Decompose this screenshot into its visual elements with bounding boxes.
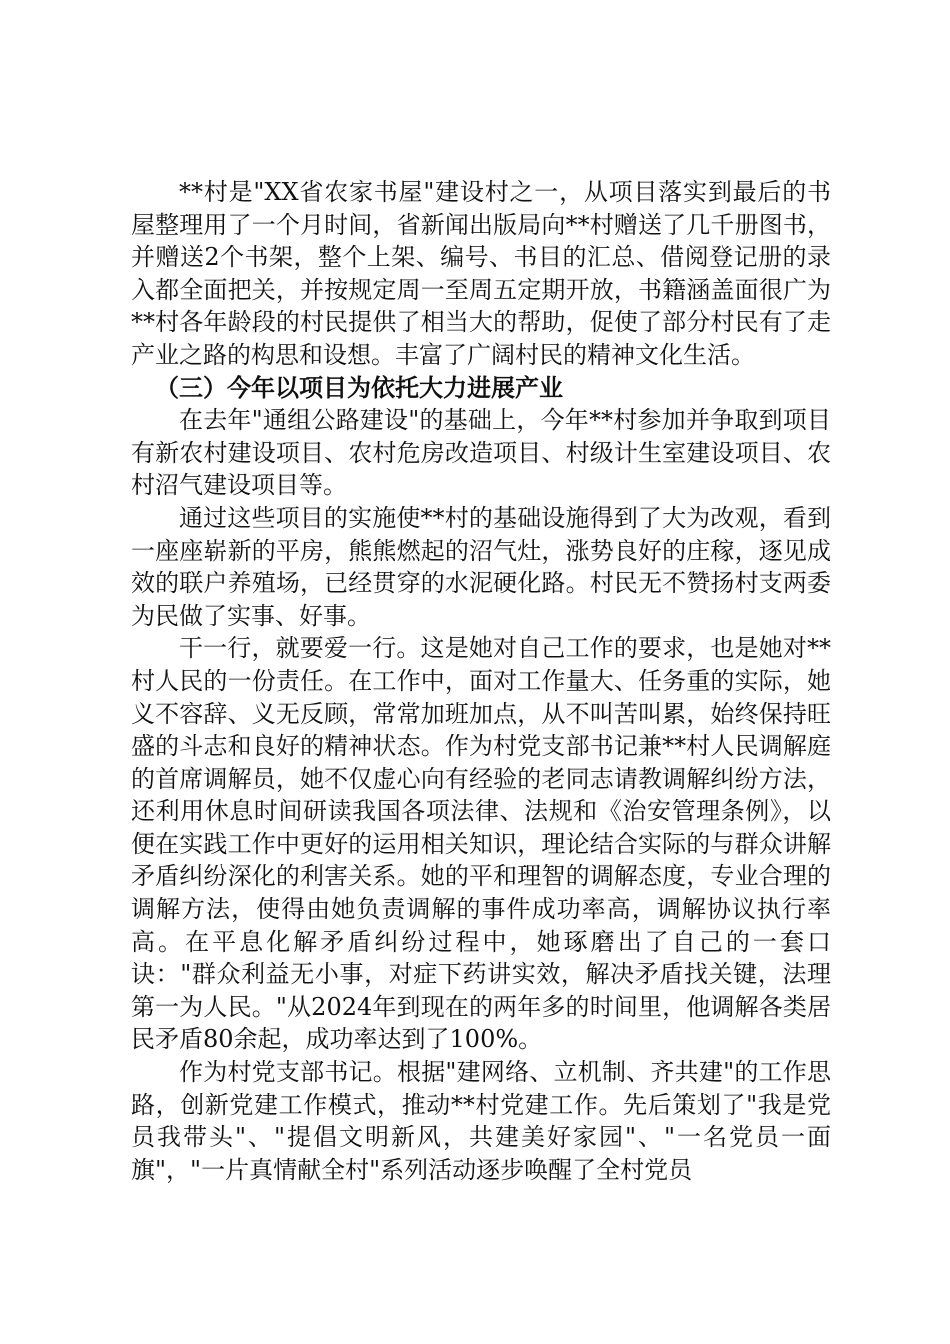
paragraph-infrastructure: 通过这些项目的实施使**村的基础设施得到了大为改观，看到一座座崭新的平房，熊熊燃起的沼气灶，涨势良好的庄稼，逐见成效的联户养殖场，已经贯穿的水泥硬化路。村民无不赞扬村支两委为民做了实事、好事。 — [131, 503, 831, 630]
paragraph-party-building: 作为村党支部书记。根据"建网络、立机制、齐共建"的工作思路，创新党建工作模式，推动**村党建工作。先后策划了"我是党员我带头"、"提倡文明新风，共建美好家园"、"一名党员一面旗"，"一片真情献全村"系列活动逐步唤醒了全村党员 — [131, 1058, 831, 1184]
section-heading-three: （三）今年以项目为依托大力进展产业 — [155, 373, 563, 402]
paragraph-reading-room: **村是"XX省农家书屋"建设村之一，从项目落实到最后的书屋整理用了一个月时间，省新闻出版局向**村赠送了几千册图书，并赠送2个书架，整个上架、编号、书目的汇总、借阅登记册的录入都全面把关，并按规定周一至周五定期开放，书籍涵盖面很广为**村各年龄段的村民提供了相当大的帮助，促使了部分村民有了走产业之路的构思和设想。丰富了广阔村民的精神文化生活。 — [131, 178, 831, 369]
paragraph-projects-list: 在去年"通组公路建设"的基础上，今年**村参加并争取到项目有新农村建设项目、农村危房改造项目、村级计生室建设项目、农村沼气建设项目等。 — [131, 406, 831, 500]
document-body — [131, 176, 831, 1186]
paragraph-mediation-work: 干一行，就要爱一行。这是她对自己工作的要求，也是她对**村人民的一份责任。在工作中，面对工作量大、任务重的实际，她义不容辞、义无反顾，常常加班加点，从不叫苦叫累，始终保持旺盛的斗志和良好的精神状态。作为村党支部书记兼**村人民调解庭的首席调解员，她不仅虚心向有经验的老同志请教调解纠纷方法，还利用休息时间研读我国各项法律、法规和《治安管理条例》，以便在实践工作中更好的运用相关知识，理论结合实际的与群众讲解矛盾纠纷深化的利害关系。她的平和理智的调解态度，专业合理的调解方法，使得由她负责调解的事件成功率高，调解协议执行率高。在平息化解矛盾纠纷过程中，她琢磨出了自己的一套口诀："群众利益无小事，对症下药讲实效，解决矛盾找关键，法理第一为人民。"从2024年到现在的两年多的时间里，他调解各类居民矛盾80余起，成功率达到了100%。 — [131, 634, 831, 1054]
